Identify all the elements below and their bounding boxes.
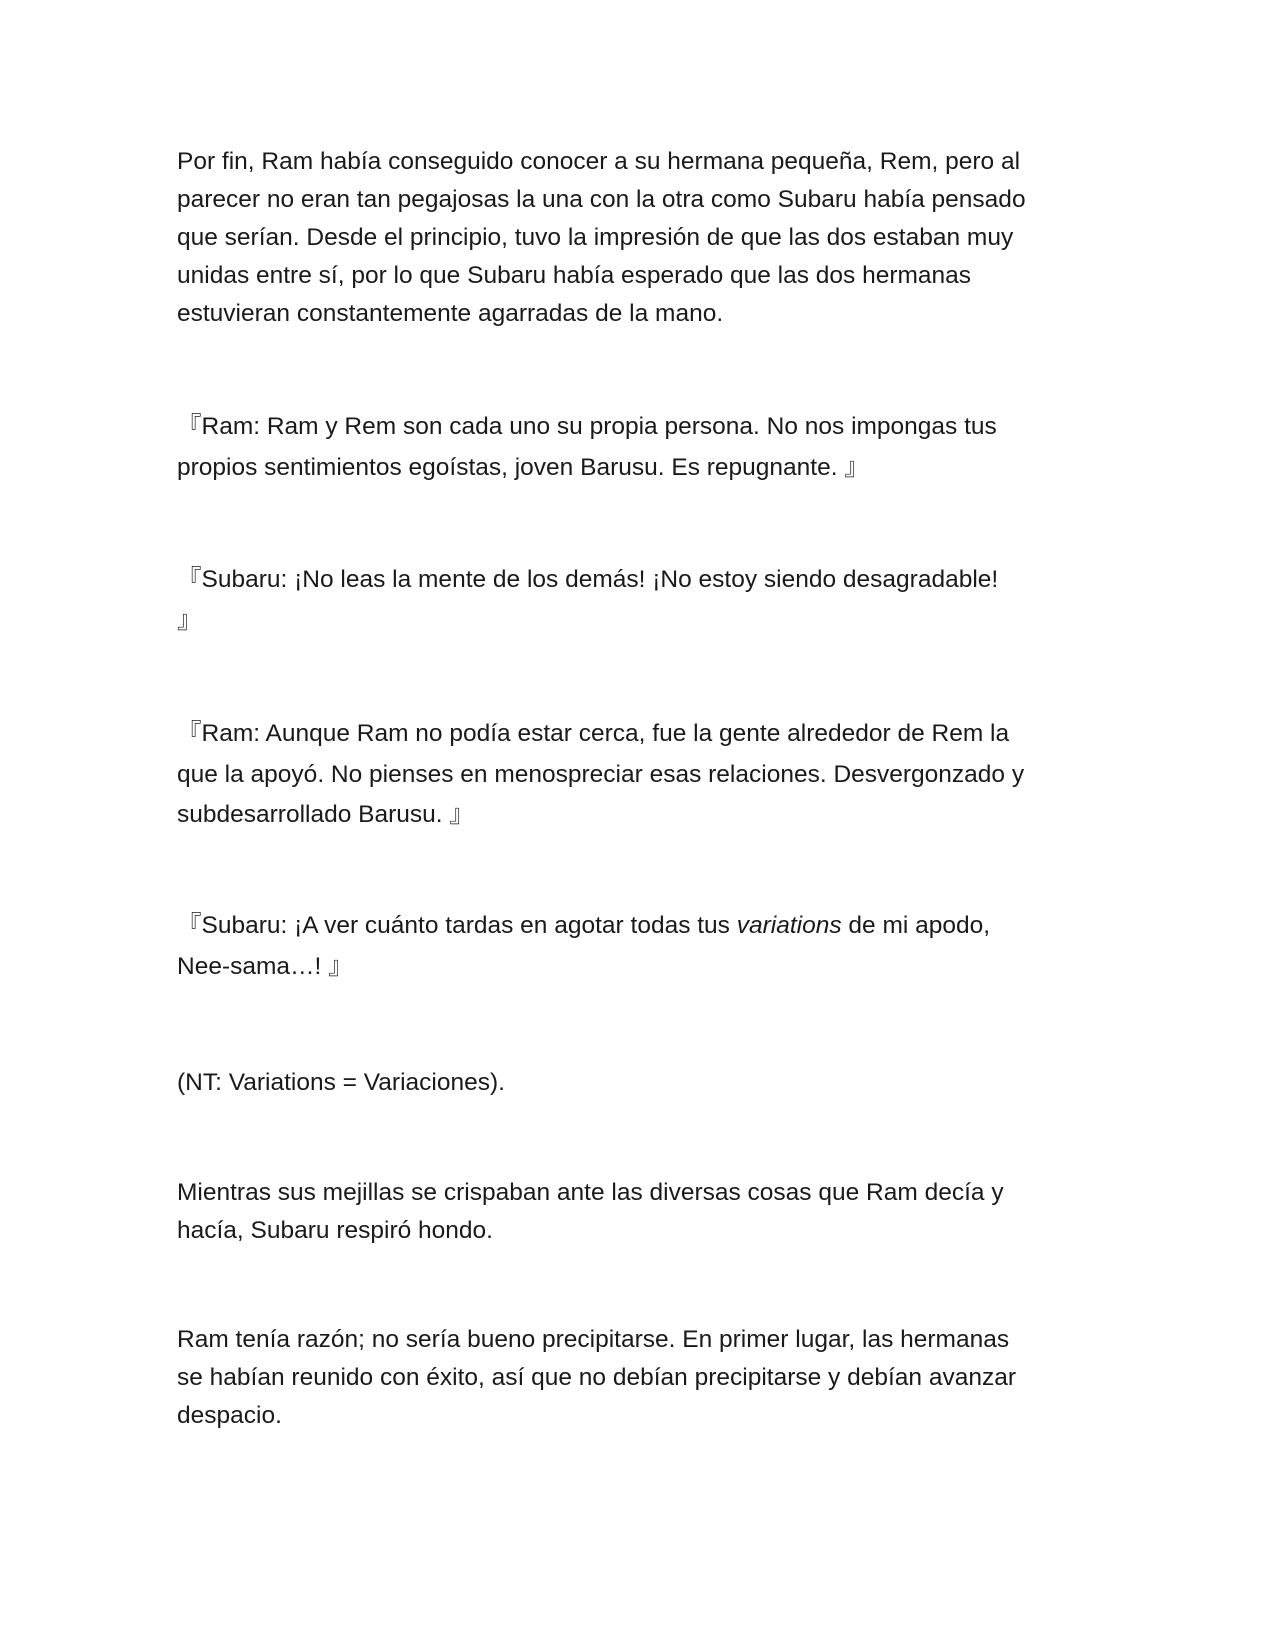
paragraph-intro [177, 143, 1097, 333]
text-line: parecer no eran tan pegajosas la una con la otra como Subaru había pensado [177, 186, 1026, 213]
text-line: 『Ram: Aunque Ram no podía estar cerca, fue la gente alrededor de Rem la [177, 720, 1010, 747]
text-line [177, 906, 1097, 947]
text-line: unidas entre sí, por lo que Subaru había esperado que las dos hermanas [177, 262, 972, 289]
text-line: (NT: Variations = Variaciones). [177, 1069, 505, 1096]
text-line: despacio. [177, 1402, 282, 1429]
text-line: Por fin, Ram había conseguido conocer a su hermana pequeña, Rem, pero al [177, 148, 1021, 175]
text-segment: de mi apodo, [841, 912, 991, 939]
text-line: que la apoyó. No pienses en menospreciar esas relaciones. Desvergonzado y [177, 760, 1025, 788]
text-line: que serían. Desde el principio, tuvo la impresión de que las dos estaban muy [177, 224, 1014, 251]
paragraph-breath [177, 1174, 1097, 1250]
text-line: 『Subaru: ¡No leas la mente de los demás! ¡No estoy siendo desagradable! [177, 566, 999, 593]
translator-note [177, 1064, 1097, 1102]
text-line: subdesarrollado Barusu. 』 [177, 801, 474, 828]
text-line: se habían reunido con éxito, así que no debían precipitarse y debían avanzar [177, 1364, 1017, 1391]
dialogue-subaru-2 [177, 906, 1097, 987]
text-line: hacía, Subaru respiró hondo. [177, 1217, 493, 1244]
text-line: 『Ram: Ram y Rem son cada uno su propia persona. No nos impongas tus [177, 413, 997, 440]
italic-word: variations [736, 912, 842, 939]
text-line: Nee-sama…! 』 [177, 952, 353, 980]
text-line: estuvieran constantemente agarradas de la mano. [177, 300, 724, 327]
dialogue-subaru-1 [177, 560, 1097, 641]
text-line: propios sentimientos egoístas, joven Barusu. Es repugnante. 』 [177, 453, 869, 481]
dialogue-ram-2 [177, 714, 1097, 836]
text-line: Ram tenía razón; no sería bueno precipitarse. En primer lugar, las hermanas [177, 1326, 1010, 1353]
text-line: Mientras sus mejillas se crispaban ante las diversas cosas que Ram decía y [177, 1179, 1004, 1206]
paragraph-conclusion [177, 1321, 1097, 1435]
dialogue-ram-1 [177, 407, 1097, 488]
text-line: 』 [177, 606, 202, 634]
text-segment: 『Subaru: ¡A ver cuánto tardas en agotar todas tus [177, 912, 737, 939]
